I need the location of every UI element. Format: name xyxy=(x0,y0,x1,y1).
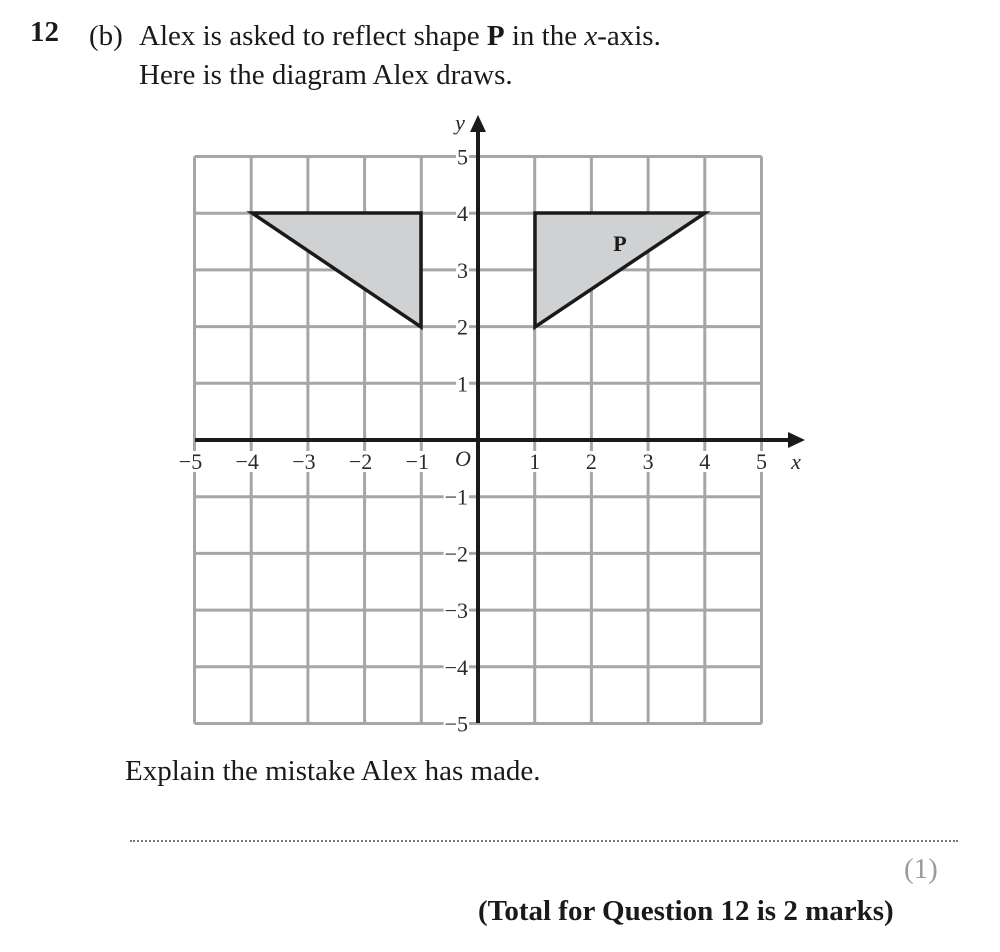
text: in the xyxy=(504,20,585,52)
svg-text:−5: −5 xyxy=(178,449,203,474)
svg-text:1: 1 xyxy=(529,449,541,474)
shape-p-label: P xyxy=(613,231,627,256)
question-part: (b) xyxy=(89,20,123,52)
shape-name: P xyxy=(486,20,505,52)
axis-name: x xyxy=(584,20,598,52)
x-axis-arrow-icon xyxy=(788,432,805,448)
svg-text:−1: −1 xyxy=(444,484,468,510)
svg-text:−5: −5 xyxy=(444,711,468,737)
svg-text:5: 5 xyxy=(756,449,767,474)
svg-text:4: 4 xyxy=(699,449,711,474)
svg-text:1: 1 xyxy=(457,371,468,397)
answer-line[interactable] xyxy=(130,840,958,842)
text: Alex is asked to reflect shape xyxy=(139,20,487,52)
svg-text:3: 3 xyxy=(642,449,654,474)
prompt-text: Explain the mistake Alex has made. xyxy=(125,755,541,787)
svg-text:x: x xyxy=(791,449,801,474)
y-axis-arrow-icon xyxy=(470,115,486,132)
tick-labels xyxy=(178,110,802,737)
svg-text:−4: −4 xyxy=(444,654,468,680)
svg-text:4: 4 xyxy=(457,201,468,227)
total-marks: (Total for Question 12 is 2 marks) xyxy=(478,895,894,927)
svg-text:2: 2 xyxy=(585,449,597,474)
svg-text:−1: −1 xyxy=(405,449,430,474)
marks-label: (1) xyxy=(904,853,938,885)
question-number: 12 xyxy=(30,16,59,48)
svg-text:y: y xyxy=(455,110,465,135)
svg-text:2: 2 xyxy=(457,314,468,340)
svg-text:−2: −2 xyxy=(444,541,468,567)
svg-text:−4: −4 xyxy=(235,449,259,474)
svg-text:−3: −3 xyxy=(444,598,468,624)
question-text-line2: Here is the diagram Alex draws. xyxy=(139,59,513,91)
text: -axis. xyxy=(597,20,661,52)
svg-text:−3: −3 xyxy=(292,449,316,474)
svg-text:3: 3 xyxy=(457,257,468,283)
svg-text:−2: −2 xyxy=(348,449,373,474)
svg-text:5: 5 xyxy=(457,144,468,170)
svg-text:O: O xyxy=(455,446,471,471)
